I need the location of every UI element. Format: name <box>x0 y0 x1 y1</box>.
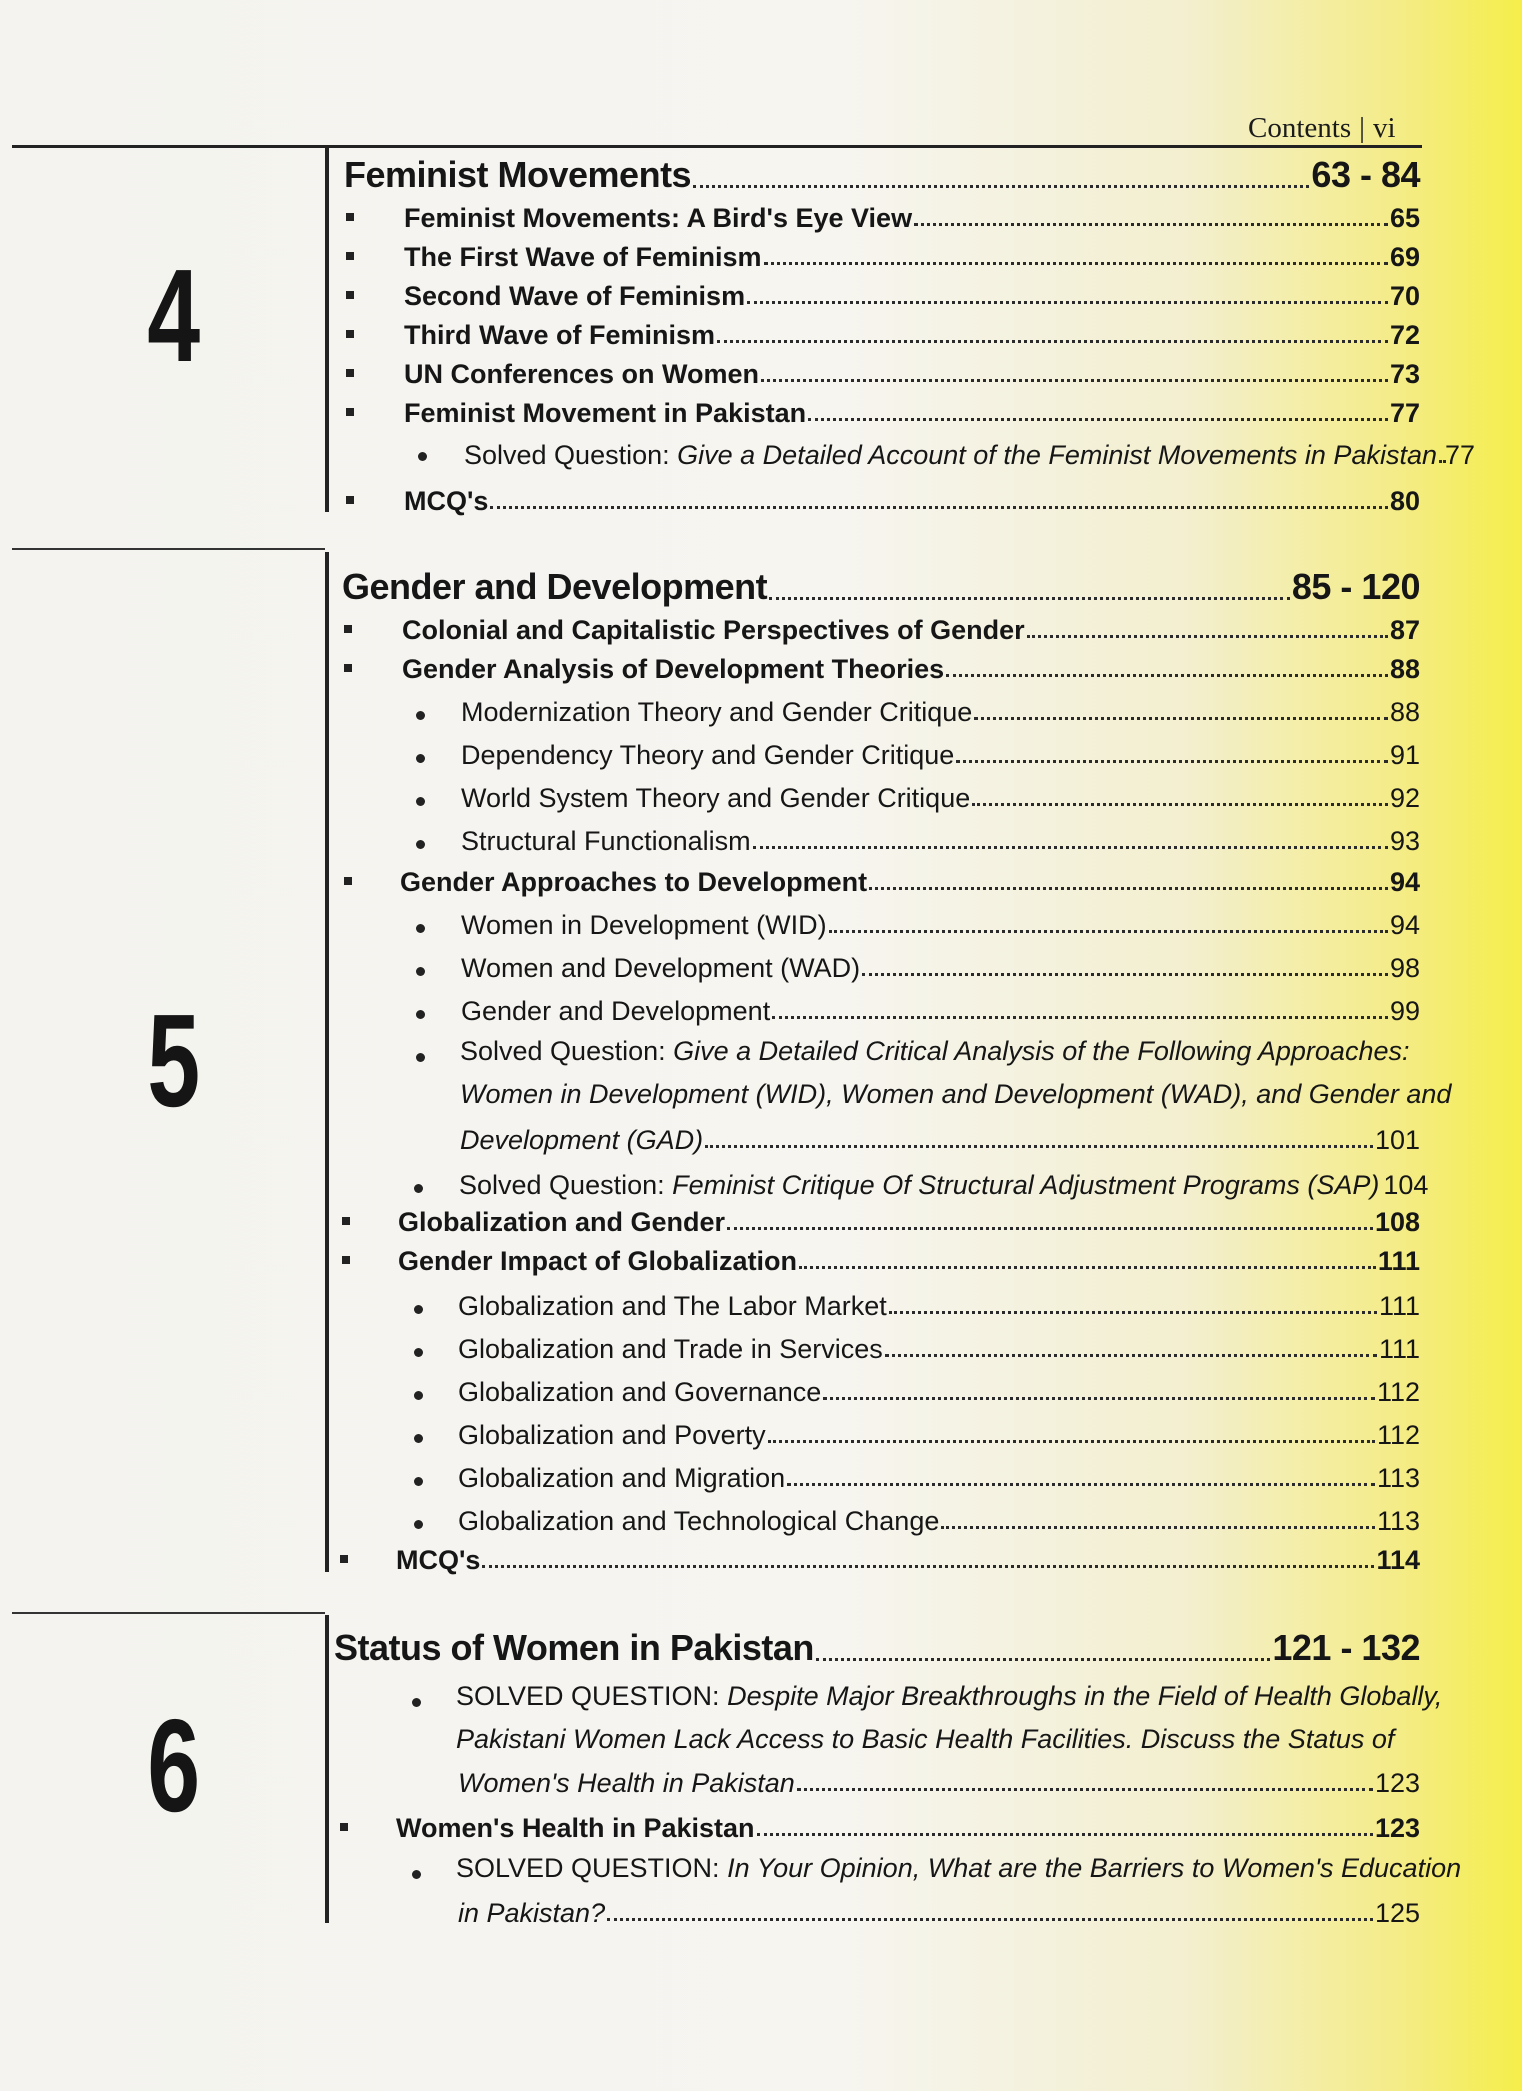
toc-entry[interactable] <box>461 996 1420 1027</box>
entry-label: Third Wave of Feminism <box>404 320 716 350</box>
leader-dots <box>757 1833 1373 1836</box>
entry-label: Globalization and Trade in Services <box>458 1334 883 1364</box>
toc-entry-solved-question-last-line[interactable] <box>460 1125 1420 1156</box>
square-bullet-icon <box>346 496 354 504</box>
toc-entry[interactable] <box>404 242 1420 273</box>
toc-entry[interactable] <box>404 281 1420 312</box>
solved-question-line: Despite Major Breakthroughs in the Field of Health Globally, <box>727 1681 1443 1711</box>
header-separator: | <box>1359 112 1365 144</box>
entry-page: 77 <box>1445 440 1476 470</box>
chapter-5-title-row[interactable] <box>342 566 1420 608</box>
chapter-5-divider <box>325 552 329 1572</box>
chapter-title: Gender and Development <box>342 566 768 607</box>
round-bullet-icon <box>416 840 425 849</box>
entry-page: 111 <box>1377 1246 1420 1276</box>
solved-question-text: Give a Detailed Account of the Feminist Movements in Pakistan <box>677 440 1437 470</box>
entry-label: Gender and Development <box>461 996 771 1026</box>
chapter-title: Feminist Movements <box>344 154 692 195</box>
chapter-6-rule <box>12 1612 325 1614</box>
leader-dots <box>869 887 1388 890</box>
entry-label: Globalization and Governance <box>458 1377 822 1407</box>
square-bullet-icon <box>346 213 354 221</box>
entry-page: 88 <box>1389 697 1420 727</box>
entry-page: 92 <box>1389 783 1420 813</box>
leader-dots <box>747 301 1388 304</box>
round-bullet-icon <box>416 1053 425 1062</box>
toc-entry[interactable] <box>461 783 1420 814</box>
entry-page: 113 <box>1376 1506 1420 1536</box>
entry-label: Gender Analysis of Development Theories <box>402 654 945 684</box>
entry-label: Structural Functionalism <box>461 826 751 856</box>
leader-dots <box>705 1145 1373 1148</box>
round-bullet-icon <box>414 1477 423 1486</box>
round-bullet-icon <box>414 1348 423 1357</box>
entry-page: 73 <box>1389 359 1420 389</box>
toc-entry[interactable] <box>402 654 1420 685</box>
chapter-page-range: 85 - 120 <box>1291 566 1420 607</box>
toc-entry[interactable] <box>458 1377 1420 1408</box>
leader-dots <box>693 185 1309 188</box>
leader-dots <box>829 930 1388 933</box>
entry-label: World System Theory and Gender Critique <box>461 783 971 813</box>
entry-page: 104 <box>1383 1170 1429 1200</box>
entry-label: Globalization and Poverty <box>458 1420 766 1450</box>
entry-label: Women's Health in Pakistan <box>396 1813 755 1843</box>
solved-question-prefix: SOLVED QUESTION: <box>456 1681 720 1711</box>
entry-label: Dependency Theory and Gender Critique <box>461 740 955 770</box>
leader-dots <box>607 1918 1373 1921</box>
toc-entry[interactable] <box>404 359 1420 390</box>
chapter-number-4: 4 <box>147 242 199 389</box>
entry-page: 125 <box>1374 1898 1420 1928</box>
entry-page: 99 <box>1389 996 1420 1026</box>
round-bullet-icon <box>416 754 425 763</box>
entry-page: 77 <box>1389 398 1420 428</box>
round-bullet-icon <box>418 452 427 461</box>
leader-dots <box>753 846 1388 849</box>
running-header <box>1248 112 1396 145</box>
toc-entry[interactable] <box>458 1420 1420 1451</box>
toc-entry[interactable] <box>458 1334 1420 1365</box>
entry-page: 91 <box>1389 740 1420 770</box>
entry-page: 94 <box>1389 867 1420 897</box>
entry-page: 123 <box>1374 1813 1420 1843</box>
toc-entry[interactable] <box>461 910 1420 941</box>
solved-question-line: in Pakistan? <box>458 1898 606 1928</box>
square-bullet-icon <box>344 877 352 885</box>
solved-question-line: Women in Development (WID), Women and Development (WAD), and Gender and <box>460 1079 1452 1109</box>
square-bullet-icon <box>342 1217 350 1225</box>
solved-question-line: Development (GAD) <box>460 1125 704 1155</box>
toc-entry[interactable] <box>398 1246 1420 1277</box>
entry-page: 112 <box>1376 1377 1420 1407</box>
toc-entry-solved-question-last-line[interactable] <box>458 1768 1420 1799</box>
entry-label: UN Conferences on Women <box>404 359 760 389</box>
leader-dots <box>1027 635 1388 638</box>
toc-entry[interactable] <box>461 697 1420 728</box>
leader-dots <box>799 1266 1376 1269</box>
round-bullet-icon <box>416 797 425 806</box>
entry-label: Globalization and Migration <box>458 1463 786 1493</box>
entry-page: 93 <box>1389 826 1420 856</box>
solved-question-line: Pakistani Women Lack Access to Basic Health Facilities. Discuss the Status of <box>456 1724 1395 1754</box>
entry-page: 72 <box>1389 320 1420 350</box>
solved-question-line: In Your Opinion, What are the Barriers to Women's Education <box>727 1853 1462 1883</box>
chapter-6-divider <box>325 1615 329 1923</box>
chapter-title: Status of Women in Pakistan <box>334 1627 814 1668</box>
leader-dots <box>761 379 1388 382</box>
leader-dots <box>972 803 1388 806</box>
chapter-4-divider <box>325 145 329 512</box>
square-bullet-icon <box>342 1256 350 1264</box>
toc-entry-solved-question[interactable] <box>464 440 1476 471</box>
toc-entry[interactable] <box>458 1463 1420 1494</box>
header-page-number: vi <box>1372 112 1396 144</box>
toc-entry-solved-question[interactable] <box>456 1675 1442 1761</box>
leader-dots <box>823 1397 1375 1400</box>
toc-entry[interactable] <box>458 1291 1420 1322</box>
round-bullet-icon <box>416 1010 425 1019</box>
leader-dots <box>764 262 1388 265</box>
chapter-5-rule <box>12 548 325 550</box>
entry-page: 112 <box>1376 1420 1420 1450</box>
solved-question-prefix: Solved Question: <box>460 1036 666 1066</box>
toc-entry[interactable] <box>402 615 1420 646</box>
entry-page: 111 <box>1378 1334 1420 1364</box>
square-bullet-icon <box>346 330 354 338</box>
leader-dots <box>941 1526 1375 1529</box>
toc-entry[interactable] <box>396 1813 1420 1844</box>
entry-label: Feminist Movements: A Bird's Eye View <box>404 203 913 233</box>
solved-question-text: Feminist Critique Of Structural Adjustment Programs (SAP) <box>672 1170 1380 1200</box>
entry-label: Feminist Movement in Pakistan <box>404 398 807 428</box>
round-bullet-icon <box>416 924 425 933</box>
entry-page: 88 <box>1389 654 1420 684</box>
toc-entry[interactable] <box>461 826 1420 857</box>
chapter-6-title-row[interactable] <box>334 1627 1420 1669</box>
leader-dots <box>808 418 1388 421</box>
solved-question-prefix: Solved Question: <box>464 440 670 470</box>
square-bullet-icon <box>346 252 354 260</box>
solved-question-line: Give a Detailed Critical Analysis of the Following Approaches: <box>673 1036 1410 1066</box>
leader-dots <box>974 717 1388 720</box>
round-bullet-icon <box>414 1391 423 1400</box>
leader-dots <box>889 1311 1377 1314</box>
chapter-page-range: 121 - 132 <box>1272 1627 1420 1668</box>
toc-entry[interactable] <box>461 953 1420 984</box>
entry-label: Women in Development (WID) <box>461 910 827 940</box>
leader-dots <box>1439 460 1443 463</box>
toc-entry[interactable] <box>396 1545 1420 1576</box>
round-bullet-icon <box>416 711 425 720</box>
entry-label: Globalization and Technological Change <box>458 1506 940 1536</box>
square-bullet-icon <box>340 1823 348 1831</box>
leader-dots <box>946 674 1388 677</box>
leader-dots <box>769 597 1290 600</box>
leader-dots <box>768 1440 1375 1443</box>
solved-question-line: Women's Health in Pakistan <box>458 1768 795 1798</box>
toc-entry[interactable] <box>404 203 1420 234</box>
round-bullet-icon <box>416 967 425 976</box>
square-bullet-icon <box>346 291 354 299</box>
round-bullet-icon <box>414 1520 423 1529</box>
toc-entry[interactable] <box>398 1207 1420 1238</box>
entry-label: MCQ's <box>396 1545 481 1575</box>
leader-dots <box>717 340 1388 343</box>
chapter-page-range: 63 - 84 <box>1311 154 1420 195</box>
toc-entry-solved-question[interactable] <box>459 1170 1429 1201</box>
entry-page: 69 <box>1389 242 1420 272</box>
solved-question-prefix: SOLVED QUESTION: <box>456 1853 720 1883</box>
leader-dots <box>787 1483 1375 1486</box>
solved-question-prefix: Solved Question: <box>459 1170 665 1200</box>
entry-page: 101 <box>1374 1125 1420 1155</box>
leader-dots <box>727 1227 1373 1230</box>
entry-page: 94 <box>1389 910 1420 940</box>
leader-dots <box>914 223 1388 226</box>
round-bullet-icon <box>412 1698 421 1707</box>
leader-dots <box>862 973 1388 976</box>
toc-entry-solved-question-last-line[interactable] <box>458 1898 1420 1929</box>
square-bullet-icon <box>344 625 352 633</box>
entry-page: 123 <box>1374 1768 1420 1798</box>
leader-dots <box>797 1788 1373 1791</box>
entry-label: Globalization and The Labor Market <box>458 1291 887 1321</box>
leader-dots <box>490 506 1388 509</box>
square-bullet-icon <box>346 369 354 377</box>
toc-entry-solved-question[interactable] <box>460 1030 1451 1116</box>
chapter-number-6: 6 <box>147 1692 199 1839</box>
entry-label: Globalization and Gender <box>398 1207 726 1237</box>
leader-dots <box>885 1354 1377 1357</box>
chapter-number-5: 5 <box>147 987 199 1134</box>
entry-label: The First Wave of Feminism <box>404 242 762 272</box>
round-bullet-icon <box>412 1870 421 1879</box>
round-bullet-icon <box>414 1434 423 1443</box>
toc-entry[interactable] <box>404 486 1420 517</box>
entry-label: Gender Approaches to Development <box>400 867 868 897</box>
entry-page: 113 <box>1376 1463 1420 1493</box>
entry-page: 87 <box>1389 615 1420 645</box>
entry-page: 80 <box>1389 486 1420 516</box>
entry-page: 108 <box>1374 1207 1420 1237</box>
toc-entry[interactable] <box>400 867 1420 898</box>
entry-label: MCQ's <box>404 486 489 516</box>
toc-entry-solved-question[interactable] <box>456 1847 1461 1890</box>
toc-entry[interactable] <box>404 398 1420 429</box>
entry-label: Modernization Theory and Gender Critique <box>461 697 973 727</box>
entry-page: 111 <box>1378 1291 1420 1321</box>
square-bullet-icon <box>346 408 354 416</box>
toc-entry[interactable] <box>458 1506 1420 1537</box>
toc-entry[interactable] <box>461 740 1420 771</box>
entry-page: 65 <box>1389 203 1420 233</box>
square-bullet-icon <box>340 1555 348 1563</box>
square-bullet-icon <box>344 664 352 672</box>
leader-dots <box>816 1658 1270 1661</box>
entry-label: Women and Development (WAD) <box>461 953 861 983</box>
entry-label: Colonial and Capitalistic Perspectives of Gender <box>402 615 1025 645</box>
toc-entry[interactable] <box>404 320 1420 351</box>
entry-page: 70 <box>1389 281 1420 311</box>
header-title: Contents <box>1248 112 1352 144</box>
leader-dots <box>482 1565 1374 1568</box>
entry-page: 98 <box>1389 953 1420 983</box>
entry-label: Second Wave of Feminism <box>404 281 746 311</box>
entry-label: Gender Impact of Globalization <box>398 1246 798 1276</box>
chapter-4-title-row[interactable] <box>344 154 1420 196</box>
leader-dots <box>956 760 1388 763</box>
leader-dots <box>772 1016 1388 1019</box>
round-bullet-icon <box>414 1305 423 1314</box>
entry-page: 114 <box>1376 1545 1420 1575</box>
header-rule <box>12 145 1422 148</box>
round-bullet-icon <box>414 1184 423 1193</box>
